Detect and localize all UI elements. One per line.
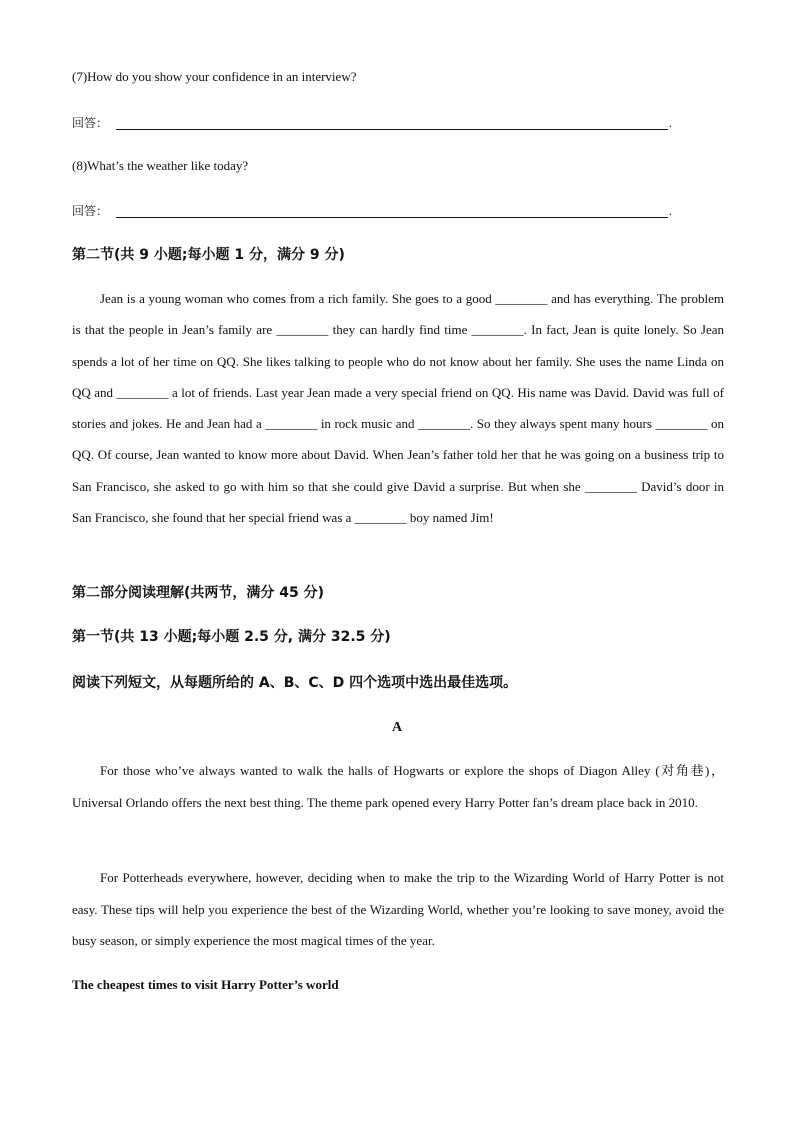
passage-letter: A [391, 720, 403, 735]
question-8-answer-end: . [668, 203, 672, 218]
question-7-answer-label: 回答： [72, 116, 109, 130]
question-8-prompt: (8)What’s the weather like today? [72, 158, 249, 173]
question-7-answer-end: . [668, 115, 672, 130]
section-2-heading: 第二节(共 9 小题;每小题 1 分，满分 9 分) [72, 247, 345, 263]
part-2-heading: 第二部分阅读理解(共两节，满分 45 分) [72, 585, 325, 601]
question-7-answer-row[interactable] [72, 114, 672, 132]
question-7-answer-line[interactable] [116, 129, 668, 130]
cloze-passage: Jean is a young woman who comes from a rich family. She goes to a good ________ and has everything. The problem is that the people in Jean’s family are ________ they can hardly find time ________. In fact, Jean is quite lonely. So Jean spends a lot of her time on QQ. She likes talking to people who do not know about her family. She uses the name Linda on QQ and ________ a lot of friends. Last year Jean made a very special friend on QQ. His name was David. David was full of stories and jokes. He and Jean had a ________ in rock music and ________. So they always spent many hours ________ on QQ. Of course, Jean wanted to know more about David. When Jean’s father told her that he was going on a business trip to San Francisco, she asked to go with him so that she could give David a surprise. But when she ________ David’s door in San Francisco, she found that her special friend was a ________ boy named Jim! [72, 291, 724, 526]
question-8-answer-line[interactable] [116, 217, 668, 218]
passage-a-paragraph-1: For those who’ve always wanted to walk the halls of Hogwarts or explore the shops of Diagon Alley (对角巷)，Universal Orlando offers the next best thing. The theme park opened every Harry Potter fan’s dream place back in 2010. [72, 763, 724, 810]
question-8-answer-row[interactable] [72, 202, 672, 220]
question-7-prompt: (7)How do you show your confidence in an interview? [72, 69, 357, 84]
passage-a-paragraph-2: For Potterheads everywhere, however, deciding when to make the trip to the Wizarding World of Harry Potter is not easy. These tips will help you experience the best of the Wizarding World, whether you’re looking to save money, avoid the busy season, or simply experience the most magical times of the year. [72, 870, 724, 948]
question-8-answer-label: 回答： [72, 204, 109, 218]
reading-instruction: 阅读下列短文，从每题所给的 A、B、C、D 四个选项中选出最佳选项。 [72, 675, 518, 691]
part-2-section-1-heading: 第一节(共 13 小题;每小题 2.5 分, 满分 32.5 分) [72, 629, 391, 645]
passage-a-subheading: The cheapest times to visit Harry Potter’s world [72, 977, 339, 992]
